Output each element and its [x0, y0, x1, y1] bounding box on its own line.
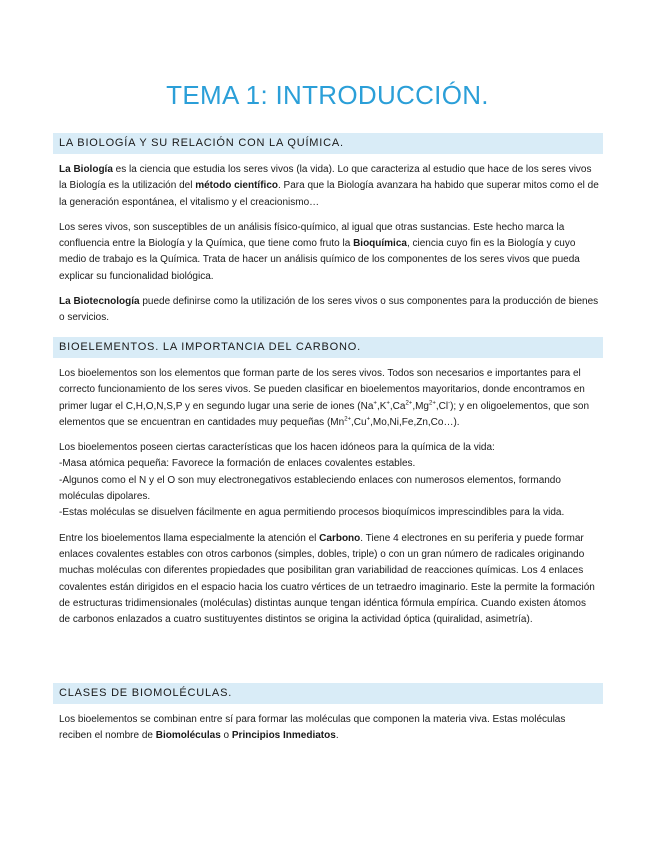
section-heading: BIOELEMENTOS. LA IMPORTANCIA DEL CARBONO. [53, 337, 603, 358]
text: . Para que la Biología avanzara ha habido que superar mitos como el de la generación espontánea, el vitalismo y el creacionismo… [59, 180, 599, 208]
superscript: + [386, 400, 390, 407]
superscript: 2+ [428, 400, 436, 407]
list-line: -Algunos como el N y el O son muy electronegativos estableciendo enlaces con numerosos elementos, formando moléculas dipolares. [59, 474, 561, 503]
superscript: + [373, 400, 377, 407]
bold-term: La Biología [59, 164, 113, 175]
text: Los seres vivos, son susceptibles de un análisis físico-químico, al igual que otras sustancias. Este hecho marca la confluencia entre la Biología y la Química, que tiene como fruto la [59, 221, 565, 250]
section-heading: LA BIOLOGÍA Y SU RELACIÓN CON LA QUÍMICA. [53, 133, 603, 154]
text: puede definirse como la utilización de los seres vivos o sus componentes para la producción de bienes o servicios. [59, 296, 599, 324]
bold-term: Principios Inmediatos [231, 730, 336, 742]
text: ,Cl [435, 400, 449, 412]
paragraph [59, 531, 599, 629]
text: . [335, 730, 339, 742]
list-line: -Masa atómica pequeña: Favorece la formación de enlaces covalentes estables. [59, 458, 416, 470]
section-clases-biomoleculas [53, 683, 603, 754]
text: Los bioelementos se combinan entre sí para formar las moléculas que componen la materia viva. Estas moléculas reciben el nombre de [59, 714, 566, 742]
superscript: 2+ [344, 416, 352, 423]
bold-term: Carbono [319, 532, 361, 544]
text: es la ciencia que estudia los seres vivos (la vida). Lo que caracteriza al estudio que hace de los seres vivos la Biología es la utilización del [59, 164, 592, 192]
paragraph [59, 366, 599, 431]
text: ,Ca [389, 400, 406, 412]
text: ,Mo,Ni,Fe,Zn,Co…). [370, 416, 460, 428]
text: , ciencia cuyo fin es la Biología y cuyo medio de trabajo es la Química. Trata de hacer un análisis químico de los componentes de los seres vivos que pueda explicar su funcionalidad biológica. [59, 238, 580, 282]
list-line: -Estas moléculas se disuelven fácilmente en agua permitiendo procesos bioquímicos imprescindibles para la vida. [59, 507, 565, 519]
text: ,Cu [351, 416, 367, 428]
text: ,K [376, 400, 387, 412]
paragraph-list [59, 440, 599, 521]
paragraph [59, 220, 599, 285]
bold-term: método científico [195, 180, 278, 192]
paragraph [59, 294, 599, 327]
superscript: 2+ [405, 400, 413, 407]
text: ,Mg [412, 400, 429, 412]
section-heading: CLASES DE BIOMOLÉCULAS. [53, 683, 603, 704]
text: o [220, 730, 232, 742]
text: . Tiene 4 electrones en su periferia y puede formar enlaces covalentes estables con otros carbonos (simples, dobles, triple) o con un gran número de radicales originando muchas moléculas con diferentes propiedades que posibilitan gran variabilidad de reacciones químicas. Los 4 enlaces covalentes están dirigidos en el espacio hacia los cuatro vértices de un tetraedro imaginario. Este la permite la formación de estructuras tridimensionales (moléculas) distintas aunque tengan idéntica fórmula empírica. Cuando existen átomos de carbonos enlazados a cuatro sustituyentes distintos se origina la actividad óptica (quiralidad, asimetría). [59, 532, 595, 626]
list-line: Los bioelementos poseen ciertas características que los hacen idóneos para la química de la vida: [59, 442, 495, 454]
bold-term: La Biotecnología [59, 296, 140, 308]
text: ); y en oligoelementos, que son elementos que se encuentran en cantidades muy pequeñas (Mn [59, 400, 590, 428]
section-biologia-quimica [53, 133, 603, 336]
bold-term: Bioquímica [353, 238, 407, 250]
page-title: TEMA 1: INTRODUCCIÓN. [166, 80, 489, 110]
paragraph [59, 712, 599, 745]
section-bioelementos [53, 337, 603, 637]
text: Los bioelementos son los elementos que forman parte de los seres vivos. Todos son necesarios e importantes para el correcto funcionamiento de los seres vivos. Se pueden clasificar en bioelementos mayoritarios, donde encontramos en primer lugar el C,H,O,N,S,P y en segundo lugar una serie de iones (Na [59, 368, 585, 412]
superscript: - [448, 400, 451, 407]
paragraph [59, 162, 599, 211]
bold-term: Biomoléculas [155, 730, 221, 742]
text: Entre los bioelementos llama especialmente la atención el [59, 532, 320, 544]
superscript: + [366, 416, 371, 423]
